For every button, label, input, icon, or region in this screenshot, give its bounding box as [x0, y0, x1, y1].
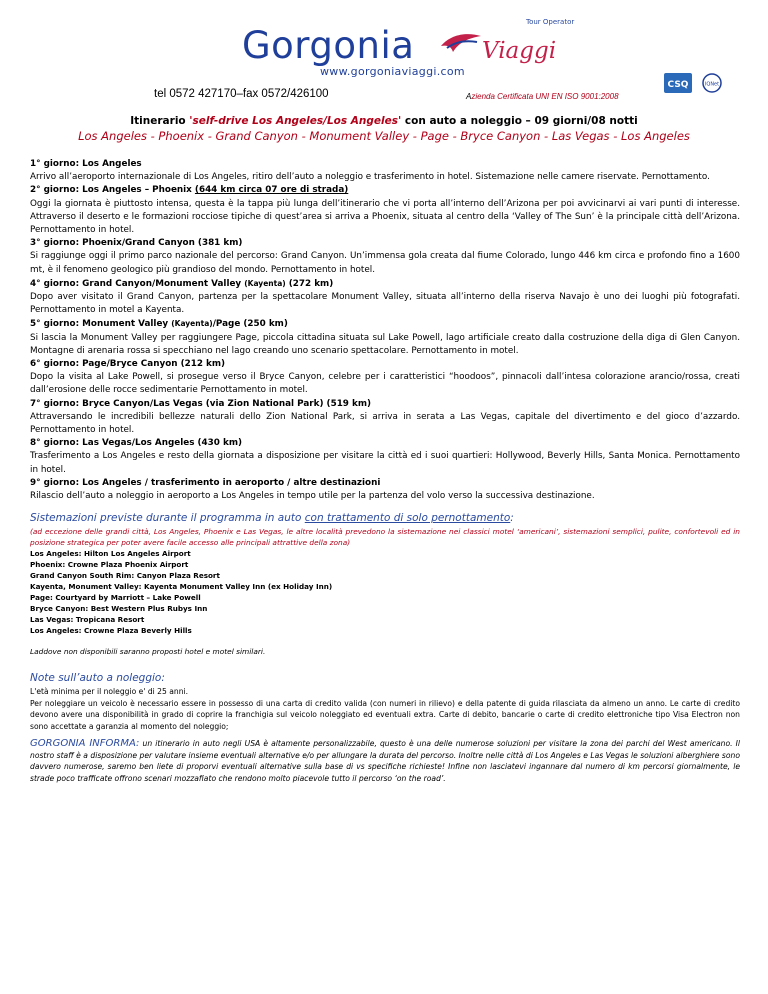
day-description: Dopo la visita al Lake Powell, si prosegue verso il Bryce Canyon, celebre per i caratteristici “hoodoos”, pinnacoli dall’intesa colorazione arancio/rossa, creati dall’erosione delle rocce sedimentarie Pernottamento in motel. [30, 372, 740, 396]
bird-icon [439, 30, 483, 56]
csq-logo-text: CSQ [667, 80, 689, 90]
day-description: Dopo aver visitato il Grand Canyon, partenza per la spettacolare Monument Valley, situata all’interno della riserva Navajo è uno dei luoghi più fotografati. Pernottamento in motel a Kayenta. [30, 292, 740, 316]
day-heading: 5° giorno: Monument Valley (Kayenta)/Page (250 km) [30, 319, 288, 330]
hotel-item: Phoenix: Crowne Plaza Phoenix Airport [30, 560, 189, 570]
day-heading: 3° giorno: Phoenix/Grand Canyon (381 km) [30, 238, 243, 249]
certification-text: Azienda Certificata UNI EN ISO 9001:2008 [466, 92, 619, 101]
day-heading: 4° giorno: Grand Canyon/Monument Valley (Kayenta) (272 km) [30, 278, 334, 289]
logo-viaggi: Viaggi [482, 38, 557, 64]
day-heading: 9° giorno: Los Angeles / trasferimento in aeroporto / altre destinazioni [30, 477, 381, 488]
day-heading: 2° giorno: Los Angeles – Phoenix (644 km circa 07 ore di strada) [30, 185, 349, 196]
hotel-item: Kayenta, Monument Valley: Kayenta Monument Valley Inn (ex Holiday Inn) [30, 582, 333, 592]
itinerary-route: Los Angeles - Phoenix - Grand Canyon - Monument Valley - Page - Bryce Canyon - Las Vegas - Los Angeles [78, 129, 690, 143]
logo-name: Gorgonia [242, 24, 415, 67]
hotel-list [30, 548, 740, 636]
day-description: Attraversando le incredibili bellezze naturali dello Zion National Park, si arriva in serata a Las Vegas, capitale del divertimento e del gioco d’azzardo. Pernottamento in hotel. [30, 411, 740, 436]
car-notes-line1: L'età minima per il noleggio e' di 25 anni. [30, 687, 189, 697]
day-heading: 7° giorno: Bryce Canyon/Las Vegas (via Zion National Park) (519 km) [30, 398, 372, 409]
day-description: Si lascia la Monument Valley per raggiungere Page, piccola cittadina situata sul Lake Powell, lago artificiale creato dalla costruzione della diga di Glen Canyon. Montagne di arenaria rossa si specchiano nel lago creando uno scenario spettacolare. Pernottamento in motel. [30, 332, 740, 356]
hotel-item: Los Angeles: Crowne Plaza Beverly Hills [30, 626, 192, 636]
logo-tour-operator: Tour Operator [526, 18, 575, 26]
iqnet-logo-text: IQNet [704, 81, 720, 88]
hotel-item: Los Angeles: Hilton Los Angeles Airport [30, 549, 191, 559]
day-description: Oggi la giornata è piuttosto intensa, questa è la tappa più lunga dell’itinerario che vi porta all’interno dell’Arizona per poi avvicinarvi ai vari punti di interesse. Attraverso il deserto e le formazioni rocciose tipiche di quest’area si arriva a Phoenix, situata al centro della ‘Valley of The Sun’ è la principale città dell’Arizona. Pernottamento in hotel. [30, 198, 740, 236]
hotel-item: Grand Canyon South Rim: Canyon Plaza Resort [30, 571, 220, 581]
hotel-item: Las Vegas: Tropicana Resort [30, 615, 145, 625]
contact-line: tel 0572 427170–fax 0572/426100 [154, 88, 329, 100]
itinerary-content [30, 158, 740, 784]
day-heading: 6° giorno: Page/Bryce Canyon (212 km) [30, 359, 226, 370]
accommodation-footer: Laddove non disponibili saranno proposti hotel e motel similari. [30, 647, 266, 657]
hotel-item: Bryce Canyon: Best Western Plus Rubys Inn [30, 604, 208, 614]
certification-logos [664, 73, 734, 99]
day-heading: 8° giorno: Las Vegas/Los Angeles (430 km) [30, 438, 243, 449]
day-heading: 1° giorno: Los Angeles [30, 159, 142, 169]
logo-url: www.gorgoniaviaggi.com [320, 65, 465, 78]
accommodation-note: (ad eccezione delle grandi città, Los Angeles, Phoenix e Las Vegas, le altre località prevedono la sistemazione nei classici motel ‘americani’, sistemazioni semplici, pulite, confortevoli ed in posizione strategica per poter avere facile accesso alle principali attrattive della zona) [30, 527, 740, 548]
day-description: Trasferimento a Los Angeles e resto della giornata a disposizione per visitare la città ed i suoi quartieri: Hollywood, Beverly Hills, Santa Monica. Pernottamento in hotel. [30, 451, 740, 475]
car-notes-line2: Per noleggiare un veicolo è necessario essere in possesso di una carta di credito valida (con numeri in rilievo) e della patente di guida rilasciata da almeno un anno. Le carte di credito devono avere una disponibilità in grado di coprire la franchigia sul veicolo noleggiato ed eventuali extra. Carte di debito, bancarie o carte di credito elettroniche tipo Visa Electron non sono accettate a garanzia al momento del noleggio; [30, 698, 740, 731]
day-list [30, 158, 740, 503]
itinerary-title: Itinerario 'self-drive Los Angeles/Los Angeles' con auto a noleggio – 09 giorni/08 notti [130, 115, 638, 127]
day-description: Si raggiunge oggi il primo parco nazionale del percorso: Grand Canyon. Un’immensa gola creata dal fiume Colorado, lungo 446 km circa e profondo fino a 1600 mt, è il fenomeno geologico più grandioso del mondo. Pernottamento in hotel. [30, 251, 740, 275]
day-description: Rilascio dell’auto a noleggio in aeroporto a Los Angeles in tempo utile per la partenza del volo verso la successiva destinazione. [30, 491, 595, 502]
accommodation-title: Sistemazioni previste durante il programma in auto con trattamento di solo pernottamento: [30, 512, 514, 525]
gorgonia-informa: GORGONIA INFORMA: un itinerario in auto negli USA è altamente personalizzabile, questo è una delle numerose soluzioni per visitare la zona dei parchi del West americano. Il nostro staff è a disposizione per valutare insieme eventuali alternative e/o per allungare la durata del percorso. Inoltre nelle città di Los Angeles e Las Vegas le soluzioni alberghiere sono davvero numerose, saremo ben liete di proporvi eventuali alternative sulla base di vs specifiche richieste! Infine non lasciatevi ingannare dal numero di km percorsi giornalmente, le strade poco trafficate offrono scenari mozzafiato che rendono molto piacevole tutto il percorso ‘on the road’. [30, 737, 740, 783]
car-notes-title: Note sull’auto a noleggio: [30, 672, 165, 685]
hotel-item: Page: Courtyard by Marriott – Lake Powell [30, 593, 201, 603]
day-description: Arrivo all’aeroporto internazionale di Los Angeles, ritiro dell’auto a noleggio e trasferimento in hotel. Sistemazione nelle camere riservate. Pernottamento. [30, 172, 710, 183]
company-logo [236, 18, 576, 80]
